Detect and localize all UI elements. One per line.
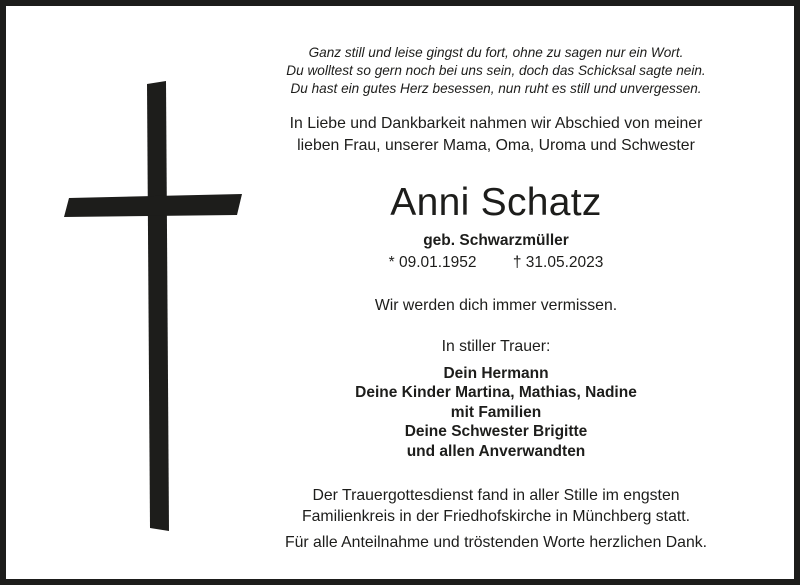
mourning-heading: In stiller Trauer:	[441, 338, 551, 355]
birth-date: * 09.01.1952	[388, 254, 477, 271]
service-info	[246, 486, 746, 527]
poem-line: Du hast ein gutes Herz besessen, nun ruht es still und unvergessen.	[290, 81, 702, 96]
thanks-line: Für alle Anteilnahme und tröstenden Worte herzlichen Dank.	[284, 534, 708, 551]
deceased-name: Anni Schatz	[390, 181, 602, 224]
mourner: Deine Kinder Martina, Mathias, Nadine	[355, 384, 637, 402]
mourner: Deine Schwester Brigitte	[404, 423, 588, 441]
mourner: Dein Hermann	[443, 365, 549, 382]
maiden-name: geb. Schwarzmüller	[423, 232, 569, 249]
poem	[246, 44, 746, 98]
poem-line: Du wolltest so gern noch bei uns sein, doch das Schicksal sagte nein.	[286, 63, 706, 78]
intro-text	[246, 113, 746, 157]
poem-line: Ganz still und leise gingst du fort, ohne zu sagen nur ein Wort.	[308, 45, 684, 60]
intro-line: lieben Frau, unserer Mama, Oma, Uroma und Schwester	[297, 137, 695, 154]
life-dates	[246, 253, 746, 273]
service-line: Der Trauergottesdienst fand in aller Stille im engsten	[312, 487, 680, 504]
intro-line: In Liebe und Dankbarkeit nahmen wir Abschied von meiner	[289, 115, 703, 132]
mourner: und allen Anverwandten	[406, 442, 586, 460]
mourner: mit Familien	[450, 403, 542, 421]
death-date: † 31.05.2023	[512, 254, 604, 271]
cross-icon	[64, 81, 244, 531]
mourners-list	[246, 364, 746, 461]
farewell-line: Wir werden dich immer vermissen.	[374, 297, 618, 314]
service-line: Familienkreis in der Friedhofskirche in Münchberg statt.	[301, 507, 691, 525]
